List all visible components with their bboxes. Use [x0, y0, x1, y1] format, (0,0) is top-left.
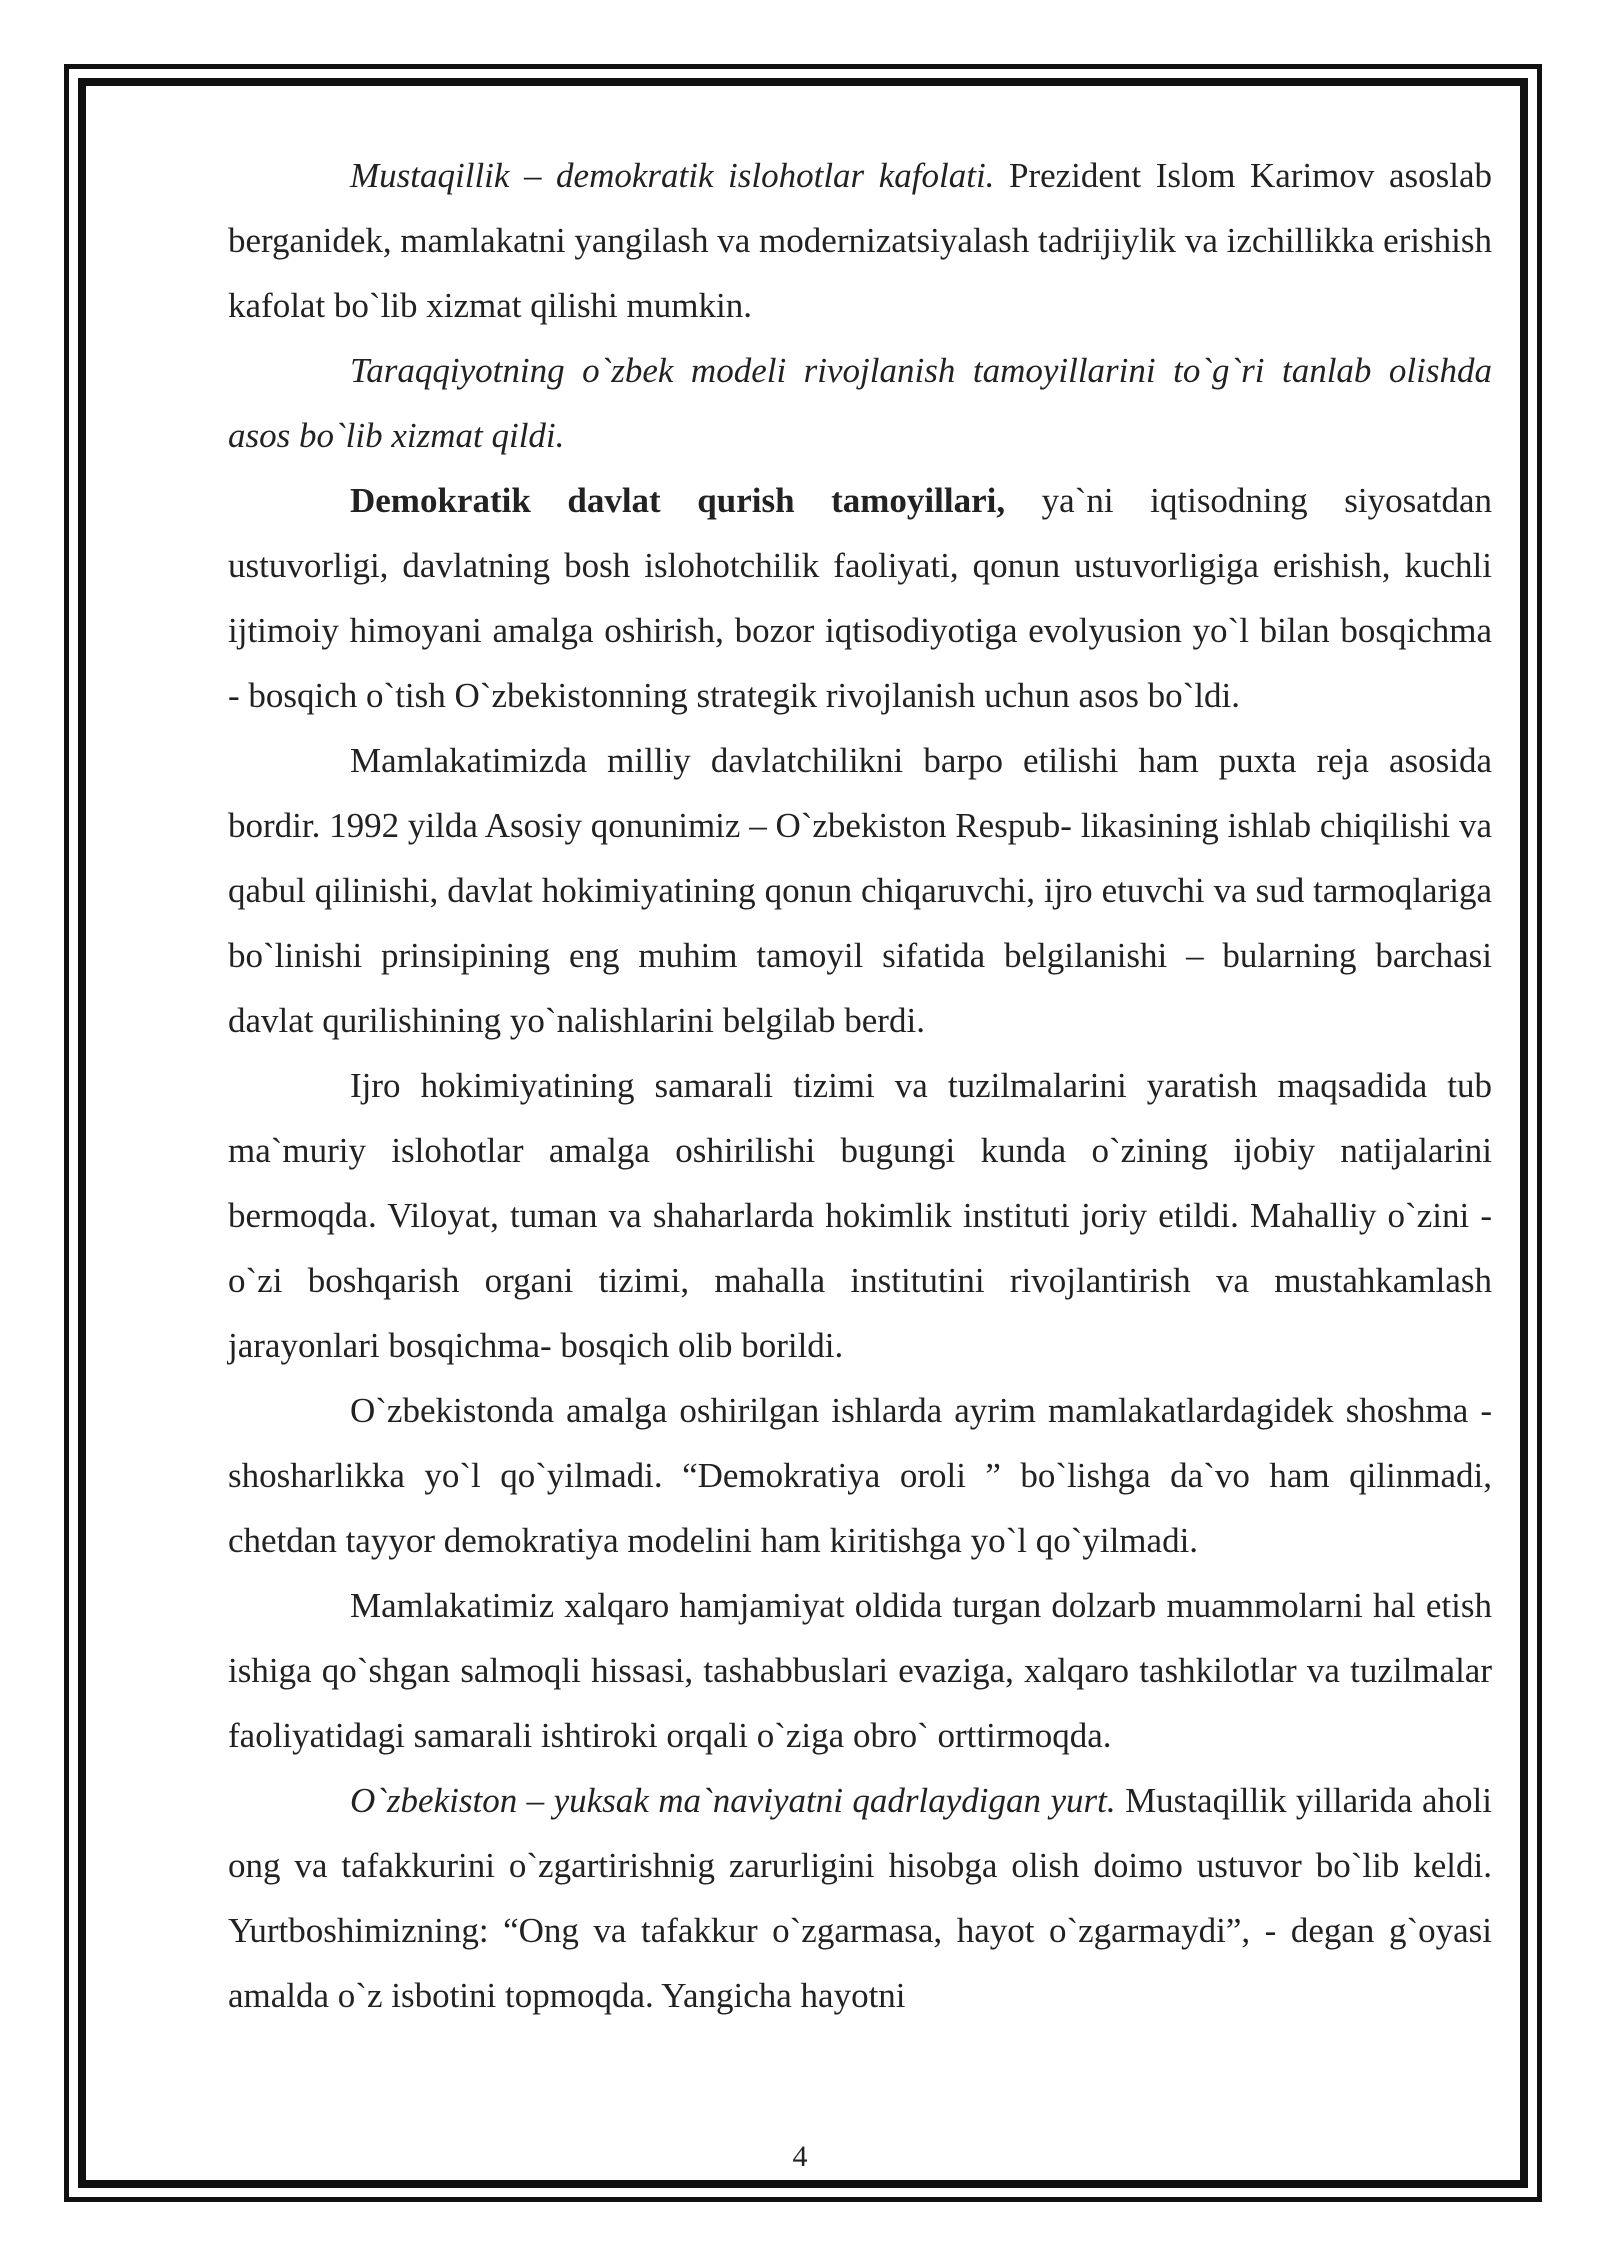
paragraph-international-role — [228, 1573, 1492, 1768]
paragraph-text: Mamlakatimizda milliy davlatchilikni barpo etilishi ham puxta reja asosida bordir. 1992 yilda Asosiy qonunimiz – O`zbekiston Respub- likasining ishlab chiqilishi va qabul qilinishi, davlat hokimiyatining qonun chiqaruvchi, ijro etuvchi va sud tarmoqlariga bo`linishi prinsipining eng muhim tamoyil sifatida belgilanishi – bularning barchasi davlat qurilishining yo`nalishlarini belgilab berdi. — [228, 741, 1492, 1040]
paragraph-heading-italic: Taraqqiyotning o`zbek modeli rivojlanish tamoyillarini to`g`ri tanlab olishda asos bo`lib xizmat qildi. — [228, 351, 1492, 455]
page-number: 4 — [792, 2140, 808, 2173]
paragraph-gradual-approach — [228, 1378, 1492, 1573]
page-body — [228, 143, 1492, 2028]
paragraph-executive-reforms — [228, 1053, 1492, 1378]
paragraph-heading-italic: Mustaqillik – demokratik islohotlar kafolati. — [350, 156, 995, 195]
paragraph-democratic-principles — [228, 468, 1492, 728]
paragraph-text: Prezident Islom Karimov asoslab berganidek, mamlakatni yangilash va modernizatsiyalash tadrijiylik va izchillikka erishish kafolat bo`lib xizmat qilishi mumkin. — [228, 156, 1492, 325]
paragraph-text: Ijro hokimiyatining samarali tizimi va tuzilmalarini yaratish maqsadida tub ma`muriy islohotlar amalga oshirilishi bugungi kunda o`zining ijobiy natijalarini bermoqda. Viloyat, tuman va shaharlarda hokimlik instituti joriy etildi. Mahalliy o`zini - o`zi boshqarish organi tizimi, mahalla institutini rivojlantirish va mustahkamlash jarayonlari bosqichma- bosqich olib borildi. — [228, 1066, 1492, 1365]
paragraph-heading-bold: Demokratik davlat qurish tamoyillari, — [350, 481, 1006, 520]
paragraph-text: Mamlakatimiz xalqaro hamjamiyat oldida turgan dolzarb muammolarni hal etish ishiga qo`shgan salmoqli hissasi, tashabbuslari evaziga, xalqaro tashkilotlar va tuzilmalar faoliyatidagi samarali ishtiroki orqali o`ziga obro` orttirmoqda. — [228, 1586, 1492, 1755]
paragraph-national-statehood — [228, 728, 1492, 1053]
paragraph-uzbek-model — [228, 338, 1492, 468]
paragraph-independence-guarantee — [228, 143, 1492, 338]
paragraph-heading-italic: O`zbekiston – yuksak ma`naviyatni qadrlaydigan yurt. — [350, 1781, 1116, 1820]
paragraph-text: O`zbekistonda amalga oshirilgan ishlarda ayrim mamlakatlardagidek shoshma - shosharlikka yo`l qo`yilmadi. “Demokratiya oroli ” bo`lishga da`vo ham qilinmadi, chetdan tayyor demokratiya modelini ham kiritishga yo`l qo`yilmadi. — [228, 1391, 1492, 1560]
paragraph-text: Mustaqillik yillarida aholi ong va tafakkurini o`zgartirishnig zarurligini hisobga olish doimo ustuvor bo`lib keldi. Yurtboshimizning: “Ong va tafakkur o`zgarmasa, hayot o`zgarmaydi”, - degan g`oyasi amalda o`z isbotini topmoqda. Yangicha hayotni — [228, 1781, 1492, 2015]
paragraph-text: ya`ni iqtisodning siyosatdan ustuvorligi, davlatning bosh islohotchilik faoliyati, qonun ustuvorligiga erishish, kuchli ijtimoiy himoyani amalga oshirish, bozor iqtisodiyotiga evolyusion yo`l bilan bosqichma - bosqich o`tish O`zbekistonning strategik rivojlanish uchun asos bo`ldi. — [228, 481, 1492, 715]
paragraph-spirituality — [228, 1768, 1492, 2028]
